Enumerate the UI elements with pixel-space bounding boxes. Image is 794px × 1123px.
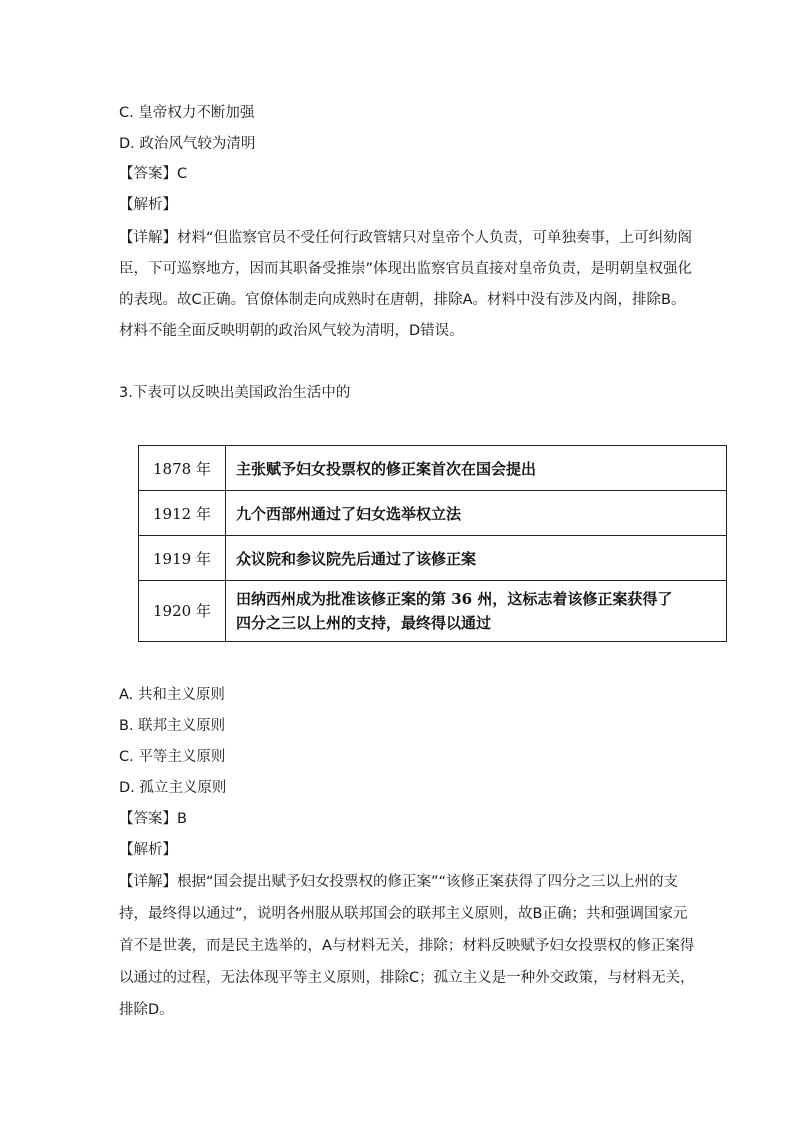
table-event: 九个西部州通过了妇女选举权立法 (226, 491, 727, 536)
detail-tag: 【详解】 (119, 230, 177, 246)
table-row (139, 491, 727, 536)
table-event: 主张赋予妇女投票权的修正案首次在国会提出 (226, 446, 727, 491)
q3-stem: 3.下表可以反映出美国政治生活中的 (119, 385, 351, 401)
q3-detail-line-1 (119, 872, 678, 892)
q3-option-b: B. 联邦主义原则 (119, 718, 226, 734)
q3-detail-line-5: 排除D。 (119, 1002, 174, 1018)
history-table (138, 445, 727, 642)
q2-detail-line-2: 臣，下可巡察地方，因而其职备受推崇”体现出监察官员直接对皇帝负责，是明朝皇权强化 (119, 261, 693, 277)
answer-tag: 【答案】 (119, 166, 177, 182)
q3-option-c: C. 平等主义原则 (119, 749, 226, 765)
detail-tag: 【详解】 (119, 874, 177, 890)
detail-text: 材料“但监察官员不受任何行政管辖只对皇帝个人负责，可单独奏事，上可纠劾阁 (177, 230, 693, 246)
q3-detail-line-4: 以通过的过程，无法体现平等主义原则，排除C；孤立主义是一种外交政策，与材料无关， (119, 970, 695, 986)
detail-text: 根据“国会提出赋予妇女投票权的修正案”“该修正案获得了四分之三以上州的支 (177, 874, 679, 890)
table-event-line-1: 田纳西州成为批准该修正案的第 36 州，这标志着该修正案获得了 (236, 590, 673, 608)
q2-option-c: C. 皇帝权力不断加强 (119, 105, 255, 121)
q2-detail-line-3: 的表现。故C正确。官僚体制走向成熟时在唐朝，排除A。材料中没有涉及内阁，排除B。 (119, 292, 686, 308)
q3-option-a: A. 共和主义原则 (119, 687, 225, 703)
table-row (139, 581, 727, 642)
answer-value: C (177, 166, 188, 182)
table-event: 众议院和参议院先后通过了该修正案 (226, 536, 727, 581)
table-year: 1920 年 (139, 581, 226, 642)
table-year: 1919 年 (139, 536, 226, 581)
table-event-line-2: 四分之三以上州的支持，最终得以通过 (236, 614, 492, 632)
q3-option-d: D. 孤立主义原则 (119, 780, 227, 796)
q3-analysis-tag: 【解析】 (119, 842, 177, 858)
table-row (139, 536, 727, 581)
q2-detail-line-1 (119, 228, 692, 248)
table-year: 1878 年 (139, 446, 226, 491)
q3-detail-line-3: 首不是世袭，而是民主选举的，A与材料无关，排除；材料反映赋予妇女投票权的修正案得 (119, 938, 695, 954)
answer-tag: 【答案】 (119, 811, 177, 827)
table-row (139, 446, 727, 491)
answer-value: B (177, 811, 187, 827)
table-event (226, 581, 727, 642)
q2-answer (119, 164, 187, 184)
table-year: 1912 年 (139, 491, 226, 536)
q3-detail-line-2: 持，最终得以通过”，说明各州服从联邦国会的联邦主义原则，故B正确；共和强调国家元 (119, 906, 688, 922)
q2-option-d: D. 政治风气较为清明 (119, 136, 256, 152)
q2-analysis-tag: 【解析】 (119, 197, 177, 213)
q2-detail-line-4: 材料不能全面反映明朝的政治风气较为清明，D错误。 (119, 323, 464, 339)
q3-answer (119, 809, 187, 829)
